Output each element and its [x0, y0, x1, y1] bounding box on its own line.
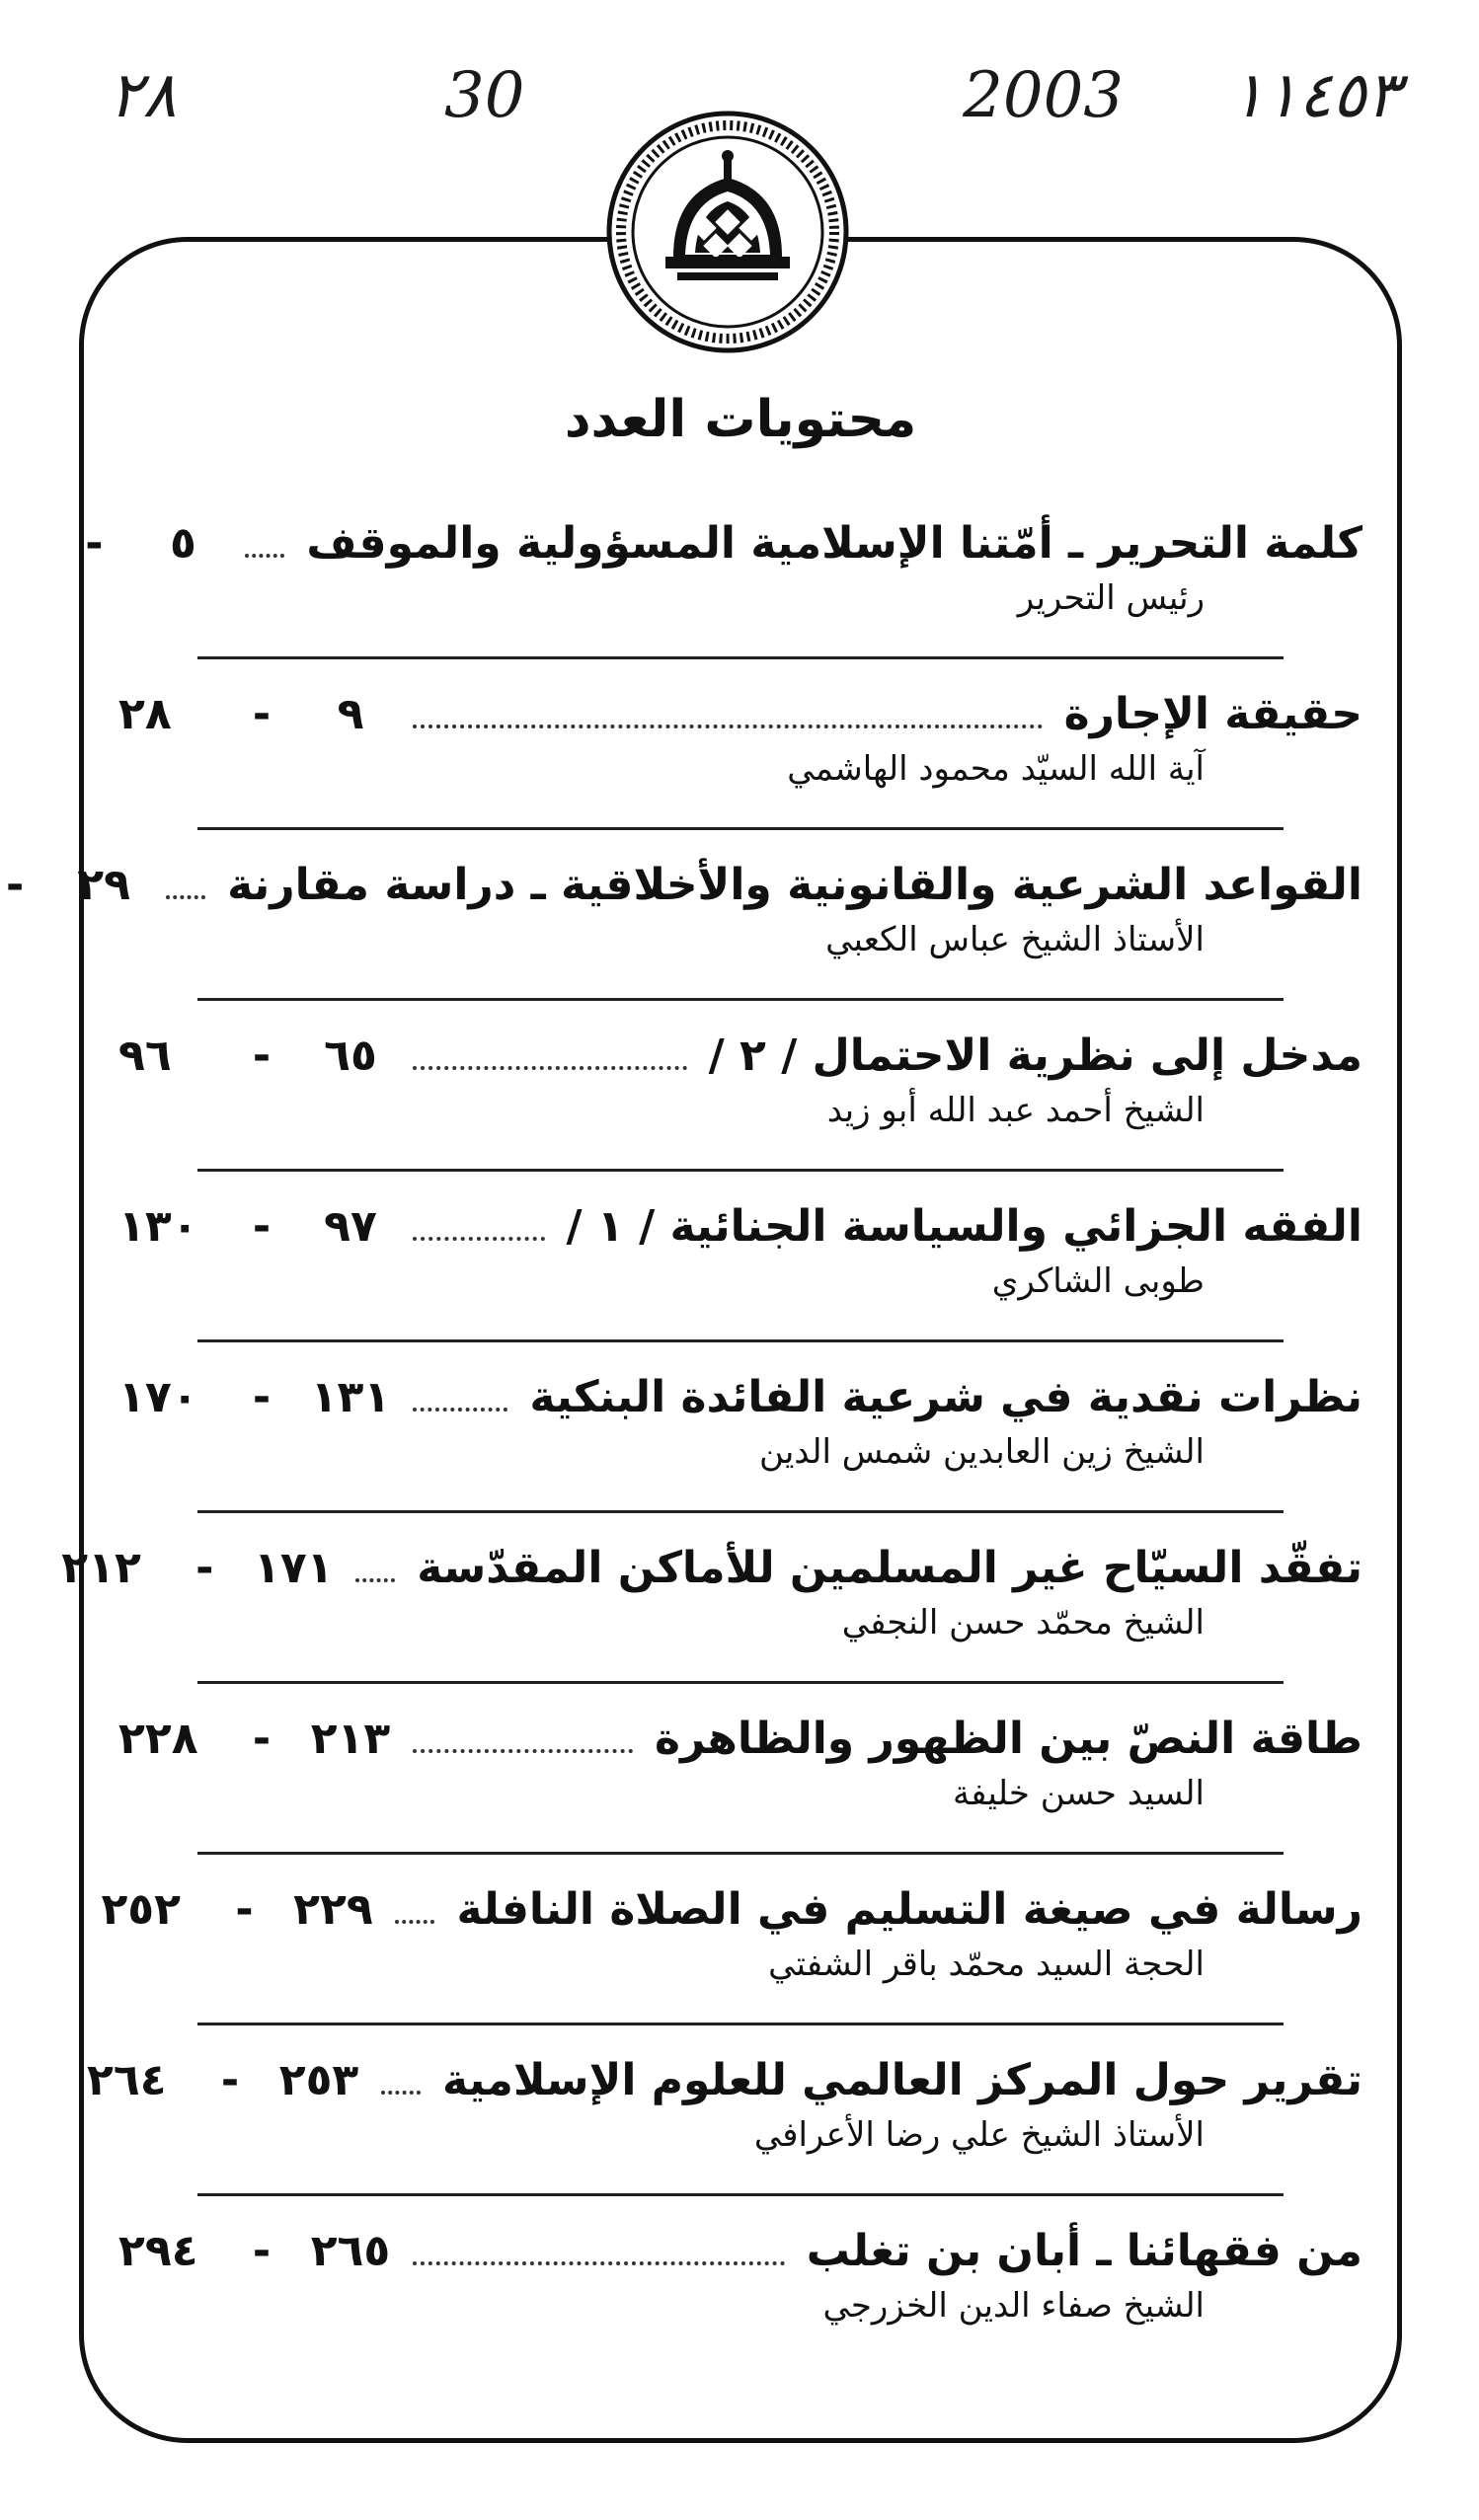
page-range-separator: -: [5, 860, 25, 910]
page-range-separator: -: [252, 1714, 272, 1764]
page-end: ٢٨: [118, 689, 172, 739]
page-range: [0, 518, 237, 569]
page-range-separator: -: [252, 1201, 272, 1252]
dot-leader: [245, 554, 284, 558]
entry-title: حقيقة الإجارة: [1063, 689, 1362, 739]
entry-title: كلمة التحرير ـ أمّتنا الإسلامية المسؤولية والموقف: [306, 518, 1362, 569]
entry-title: من فقهائنا ـ أبان بن تغلب: [806, 2226, 1362, 2276]
contents-entry[interactable]: [5, 830, 1362, 1001]
contents-entry[interactable]: [85, 489, 1362, 659]
page-start: ١٣١: [310, 1372, 391, 1422]
entry-author: الحجة السيد محمّد باقر الشفتي: [768, 1945, 1205, 1984]
page-title: محتويات العدد: [564, 390, 917, 449]
dot-leader: [381, 2091, 421, 2095]
page-start: ٥: [169, 518, 196, 569]
dot-leader: [413, 1066, 687, 1070]
page-start: ٢٩: [77, 860, 130, 910]
page-range-separator: -: [235, 1884, 254, 1935]
page-range: [118, 1201, 405, 1252]
dot-leader: [413, 1749, 633, 1753]
entry-title: تقرير حول المركز العالمي للعلوم الإسلامية: [442, 2055, 1362, 2105]
page-end: ١٣٠: [118, 1201, 198, 1252]
dot-leader: [413, 1237, 545, 1241]
page-start: ٢١٣: [310, 1714, 391, 1764]
dot-leader: [413, 1408, 507, 1412]
entry-author: الشيخ صفاء الدين الخزرجي: [822, 2286, 1205, 2326]
page-end: ٩٦: [118, 1031, 172, 1081]
entry-title: الفقه الجزائي والسياسة الجنائية / ١ /: [566, 1201, 1362, 1252]
page-range-separator: -: [252, 689, 272, 739]
page-start: ١٧١: [253, 1543, 334, 1593]
entry-title: القواعد الشرعية والقانونية والأخلاقية ـ دراسة مقارنة: [227, 860, 1362, 910]
page-range: [118, 1714, 405, 1764]
page-range-separator: -: [252, 1372, 272, 1422]
dot-leader: [166, 895, 205, 899]
entry-line: [118, 1172, 1362, 1252]
page-end: [0, 518, 59, 569]
contents-entry[interactable]: [118, 1342, 1362, 1513]
contents-entry[interactable]: [118, 659, 1362, 830]
entry-line: [118, 1684, 1362, 1764]
contents-entry[interactable]: [101, 1855, 1362, 2025]
dot-leader: [395, 1920, 434, 1924]
contents-entry[interactable]: [118, 1172, 1362, 1342]
entry-line: [118, 2196, 1362, 2276]
contents-entry[interactable]: [61, 1513, 1362, 1684]
contents-list: [5, 489, 1362, 2367]
contents-entry[interactable]: [118, 1001, 1362, 1172]
handwritten-note-issue: 30: [444, 59, 525, 132]
page-range: [118, 689, 405, 739]
page-end: ٢٦٤: [87, 2055, 167, 2105]
handwritten-note-year: 2003: [963, 59, 1124, 132]
dot-leader: [355, 1578, 395, 1582]
contents-entry[interactable]: [118, 2196, 1362, 2367]
page-range-separator: -: [85, 518, 104, 569]
entry-line: [101, 1855, 1362, 1935]
entry-line: [118, 1342, 1362, 1422]
page-range: [118, 1372, 405, 1422]
handwritten-note-left: ٢٨: [109, 59, 177, 132]
institution-seal-logo: [604, 109, 851, 355]
page-range: [0, 860, 158, 910]
page-start: ٩: [337, 689, 364, 739]
entry-title: رسالة في صيغة التسليم في الصلاة النافلة: [456, 1884, 1362, 1935]
dot-leader: [413, 2261, 785, 2265]
entry-title: تفقّد السيّاح غير المسلمين للأماكن المقدّسة: [417, 1543, 1362, 1593]
entry-author: السيد حسن خليفة: [952, 1774, 1205, 1813]
entry-title: طاقة النصّ بين الظهور والظاهرة: [654, 1714, 1362, 1764]
page-range: [61, 1543, 348, 1593]
page-range: [87, 2055, 373, 2105]
entry-author: الأستاذ الشيخ عباس الكعبي: [825, 920, 1205, 959]
contents-entry[interactable]: [118, 1684, 1362, 1855]
entry-author: الشيخ زين العابدين شمس الدين: [758, 1432, 1205, 1472]
page-range: [118, 2226, 405, 2276]
page-range: [118, 1031, 405, 1081]
entry-title: نظرات نقدية في شرعية الفائدة البنكية: [529, 1372, 1362, 1422]
page-range-separator: -: [195, 1543, 214, 1593]
page-end: ١٧٠: [118, 1372, 198, 1422]
entry-line: [85, 489, 1362, 569]
page-range-separator: -: [252, 1031, 272, 1081]
entry-title: مدخل إلى نظرية الاحتمال / ٢ /: [708, 1031, 1362, 1081]
entry-author: الشيخ أحمد عبد الله أبو زيد: [826, 1091, 1205, 1130]
handwritten-note-right: ١١٤٥٣: [1230, 59, 1400, 132]
entry-line: [118, 1001, 1362, 1081]
page-start: ٢٥٣: [278, 2055, 359, 2105]
page-range-separator: -: [252, 2226, 272, 2276]
page-end: ٢٢٨: [118, 1714, 198, 1764]
entry-line: [61, 1513, 1362, 1593]
contents-entry[interactable]: [87, 2025, 1362, 2196]
page-start: ٩٧: [324, 1201, 377, 1252]
table-of-contents: [5, 390, 1362, 2367]
page-end: ٢٥٢: [101, 1884, 182, 1935]
entry-author: طوبى الشاكري: [991, 1261, 1205, 1301]
page-start: ٢٢٩: [293, 1884, 373, 1935]
dot-leader: [413, 725, 1043, 728]
page-range-separator: -: [220, 2055, 240, 2105]
page-end: ٢١٢: [61, 1543, 141, 1593]
entry-line: [5, 830, 1362, 910]
page-start: ٢٦٥: [310, 2226, 391, 2276]
page-range: [101, 1884, 387, 1935]
entry-author: الشيخ محمّد حسن النجفي: [841, 1603, 1205, 1642]
entry-line: [118, 659, 1362, 739]
entry-author: رئيس التحرير: [1017, 578, 1205, 618]
entry-author: الأستاذ الشيخ علي رضا الأعرافي: [753, 2115, 1205, 2155]
page-end: ٢٩٤: [118, 2226, 198, 2276]
page-start: ٦٥: [324, 1031, 377, 1081]
entry-author: آية الله السيّد محمود الهاشمي: [787, 749, 1205, 789]
entry-line: [87, 2025, 1362, 2105]
